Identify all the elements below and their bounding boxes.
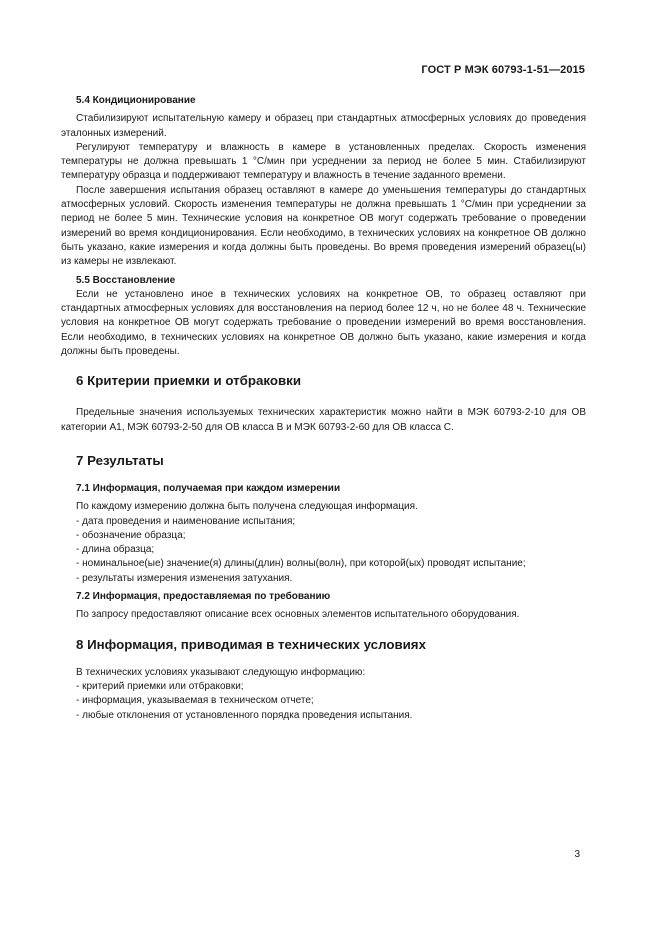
page-number: 3 [574, 849, 580, 860]
section-6-heading: 6 Критерии приемки и отбраковки [76, 373, 301, 389]
list-item: - обозначение образца; [76, 529, 186, 541]
section-5-4-paragraph-3: После завершения испытания образец оставляют в камере до уменьшения температуры до стандартных атмосферных условий. Скорость изменения температуры не должна превышать 1 °C/мин при усреднении за период не более 5 мин. Технические условия на конкретное ОВ могут содержать требование о проведении измерений во время кондиционирования. Если необходимо, в технических условиях на конкретное ОВ должно быть указано, какие измерения и когда должны быть проведены. Во время проведения измерений образец(ы) из камеры не извлекают. [61, 184, 586, 268]
section-8-heading: 8 Информация, приводимая в технических условиях [76, 636, 426, 652]
section-5-4-paragraph-1: Стабилизируют испытательную камеру и образец при стандартных атмосферных условиях до проведения эталонных измерений. [61, 113, 586, 139]
document-header-id: ГОСТ Р МЭК 60793-1-51—2015 [421, 64, 585, 76]
section-5-5-heading: 5.5 Восстановление [76, 274, 176, 286]
section-7-1-heading: 7.1 Информация, получаемая при каждом измерении [76, 482, 341, 494]
list-item: - информация, указываемая в техническом отчете; [76, 695, 314, 707]
section-7-2-paragraph: По запросу предоставляют описание всех основных элементов испытательного оборудования. [76, 609, 520, 621]
list-item: - номинальное(ые) значение(я) длины(длин) волны(волн), при которой(ых) проводят испытание; [76, 558, 526, 570]
section-7-1-intro: По каждому измерению должна быть получена следующая информация. [76, 501, 418, 513]
section-5-5-paragraph-1: Если не установлено иное в технических условиях на конкретное ОВ, то образец оставляют при стандартных атмосферных условиях для восстановления на период более 12 ч, но не более 48 ч. Технические условия на конкретное ОВ могут содержать требование о проведении измерений во время восстановления. Если необходимо, в технических условиях на конкретное ОВ должно быть указано, какие измерения и когда должны быть проведены. [61, 288, 586, 358]
section-5-4-paragraph-2: Регулируют температуру и влажность в камере в установленных пределах. Скорость изменения температуры не должна превышать 1 °C/мин при усреднении за период не более 5 мин. Стабилизируют температуру образца и поддерживают температуру и влажность в течение заданного времени. [61, 141, 586, 182]
section-7-2-heading: 7.2 Информация, предоставляемая по требованию [76, 591, 331, 603]
list-item: - критерий приемки или отбраковки; [76, 680, 244, 692]
page-content [61, 94, 586, 723]
section-8-intro: В технических условиях указывают следующую информацию: [76, 666, 366, 678]
section-5-4-heading: 5.4 Кондиционирование [76, 95, 196, 106]
section-6-paragraph-1: Предельные значения используемых технических характеристик можно найти в МЭК 60793-2-10 для ОВ категории А1, МЭК 60793-2-50 для ОВ класса В и МЭК 60793-2-60 для ОВ класса С. [61, 407, 586, 433]
section-7-heading: 7 Результаты [76, 452, 164, 468]
list-item: - дата проведения и наименование испытания; [76, 515, 296, 527]
list-item: - любые отклонения от установленного порядка проведения испытания. [76, 709, 413, 721]
list-item: - длина образца; [76, 544, 155, 556]
list-item: - результаты измерения изменения затухания. [76, 572, 293, 584]
